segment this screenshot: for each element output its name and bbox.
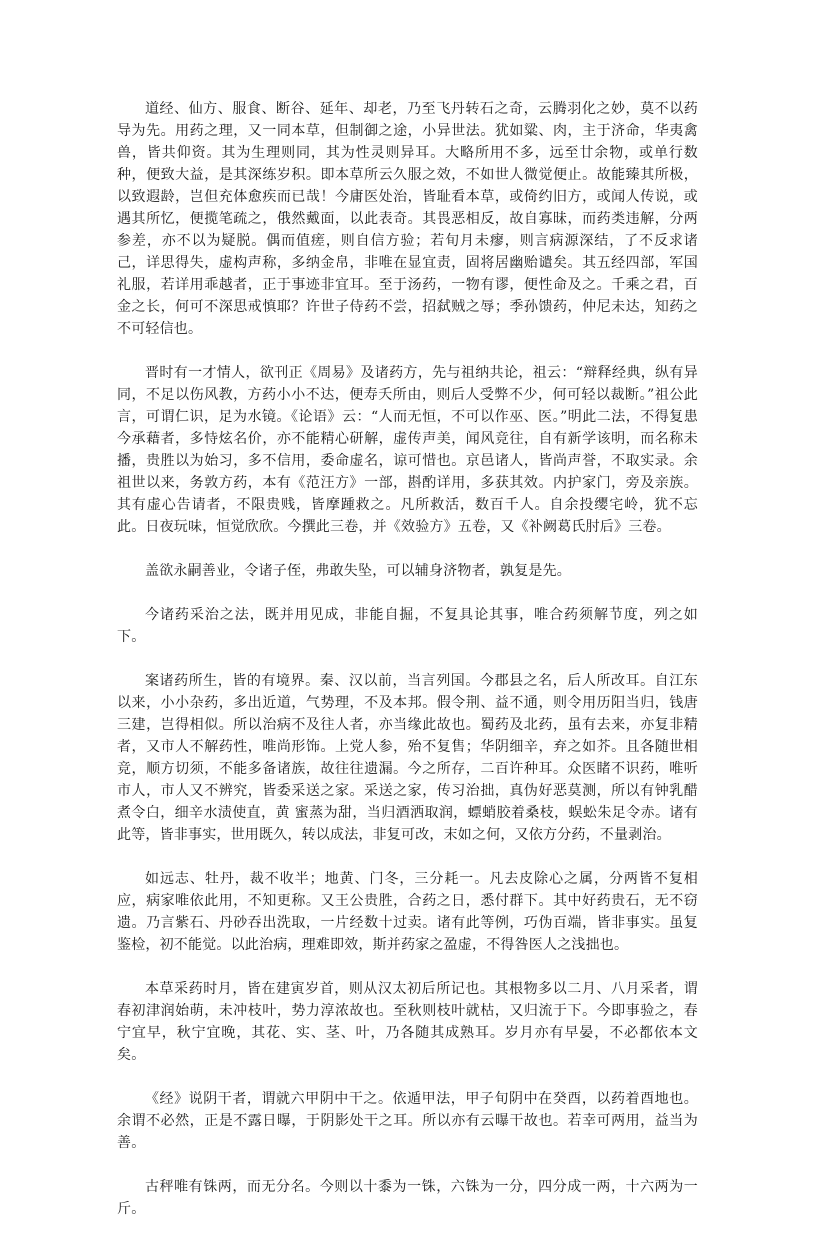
paragraph-yongsi: 盖欲永嗣善业，令诸子侄，弗敢失坠，可以辅身济物者，孰复是先。: [145, 563, 571, 579]
paragraph-caizhi: 今诸药采治之法，既并用见成，非能自掘，不复具论其事，唯合药须解节度，列之如下。: [117, 607, 698, 645]
paragraph-jinshi: 晋时有一才情人，欲刊正《周易》及诸药方，先与祖纳共论，祖云：“辩释经典，纵有异同，不足以伤风教，方药小小不达，便寿夭所由，则后人受弊不少，何可轻以裁断。”祖公此言，可谓仁识，足为水镜。《论语》云：“人而无恒，不可以作巫、医。”明此二法，不得复患今承藉者，多恃炫名价，亦不能精心研解，虚传声美，闻风竞往，自有新学该明，而名称未播，贵胜以为始习，多不信用，委命虚名，谅可惜也。京邑诸人，皆尚声誉，不取实录。余祖世以来，务敦方药，本有《范汪方》一部，斟酌详用，多获其效。内护家门，旁及亲族。其有虚心告请者，不限贵贱，皆摩踵救之。凡所救活，数百千人。自余投缨宅岭，犹不忘此。日夜玩味，恒觉欣欣。今撰此三卷，并《效验方》五卷，又《补阙葛氏肘后》三卷。: [117, 365, 698, 535]
document-body: [117, 98, 698, 1242]
paragraph-caiyao: 本草采药时月，皆在建寅岁首，则从汉太初后所记也。其根物多以二月、八月采者，谓春初津润始萌，未冲枝叶，势力淳浓故也。至秋则枝叶就枯，又归流于下。今即事验之，春宁宜早，秋宁宜晚，其花、实、茎、叶，乃各随其成熟耳。岁月亦有早晏，不必都依本文矣。: [117, 981, 698, 1063]
paragraph-daojing: 道经、仙方、服食、断谷、延年、却老，乃至飞丹转石之奇，云腾羽化之妙，莫不以药导为先。用药之理，又一同本草，但制御之途，小异世法。犹如粱、肉，主于济命，华夷禽兽，皆共仰资。其为生理则同，其为性灵则异耳。大略所用不多，远至廿余物，或单行数种，便致大益，是其深练岁积。即本草所云久服之效，不如世人微觉便止。故能臻其所极，以致遐龄，岂但充体愈疾而已哉！今庸医处治，皆耻看本草，或倚约旧方，或闻人传说，或遇其所忆，便揽笔疏之，俄然戴面，以此表奇。其畏恶相反，故自寡昧，而药类违解，分两参差，亦不以为疑脱。偶而值瘥，则自信方验；若旬月未瘳，则言病源深结，了不反求诸己，详思得失，虚构声称，多纳金帛，非唯在显宜责，固将居幽贻谴矣。其五经四部，军国礼服，若详用乖越者，正于事迹非宜耳。至于汤药，一物有谬，便性命及之。千乘之君，百金之长，何可不深思戒慎耶？许世子侍药不尝，招弑贼之辱；季孙馈药，仲尼未达，知药之不可轻信也。: [117, 101, 698, 337]
paragraph-yuanzhi: 如远志、牡丹，裁不收半；地黄、门冬，三分耗一。凡去皮除心之属，分两皆不复相应，病家唯依此用，不知更称。又王公贵胜，合药之日，悉付群下。其中好药贵石，无不窃遗。乃言紫石、丹砂吞出洗取，一片经数十过卖。诸有此等例，巧伪百端，皆非事实。虽复鉴检，初不能觉。以此治病，理难即效，斯并药家之盈虚，不得咎医人之浅拙也。: [117, 871, 698, 953]
paragraph-guchen: 古秤唯有铢两，而无分名。今则以十黍为一铢，六铢为一分，四分成一两，十六两为一斤。: [117, 1179, 698, 1217]
paragraph-suosheng: 案诸药所生，皆的有境界。秦、汉以前，当言列国。今郡县之名，后人所改耳。自江东以来，小小杂药，多出近道，气势理，不及本邦。假令荆、益不通，则令用历阳当归，钱唐三建，岂得相似。所以治病不及往人者，亦当缘此故也。蜀药及北药，虽有去来，亦复非精者，又市人不解药性，唯尚形饰。上党人参，殆不复售；华阴细辛，弃之如芥。且各随世相竞，顺方切须，不能多备诸族，故往往遗漏。今之所存，二百许种耳。众医睹不识药，唯听市人，市人又不辨究，皆委采送之家。采送之家，传习治拙，真伪好恶莫测，所以有钟乳醋煮令白，细辛水渍使直，黄 蜜蒸为甜，当归酒洒取润，螵蛸胶着桑枝，蜈蚣朱足令赤。诸有此等，皆非事实，世用既久，转以成法，非复可改，末如之何，又依方分药，不量剥治。: [117, 673, 698, 843]
paragraph-yingan: 《经》说阴干者，谓就六甲阴中干之。依遁甲法，甲子旬阴中在癸酉，以药着酉地也。余谓不必然，正是不露日曝，于阴影处干之耳。所以亦有云曝干故也。若幸可两用，益当为善。: [117, 1091, 698, 1151]
